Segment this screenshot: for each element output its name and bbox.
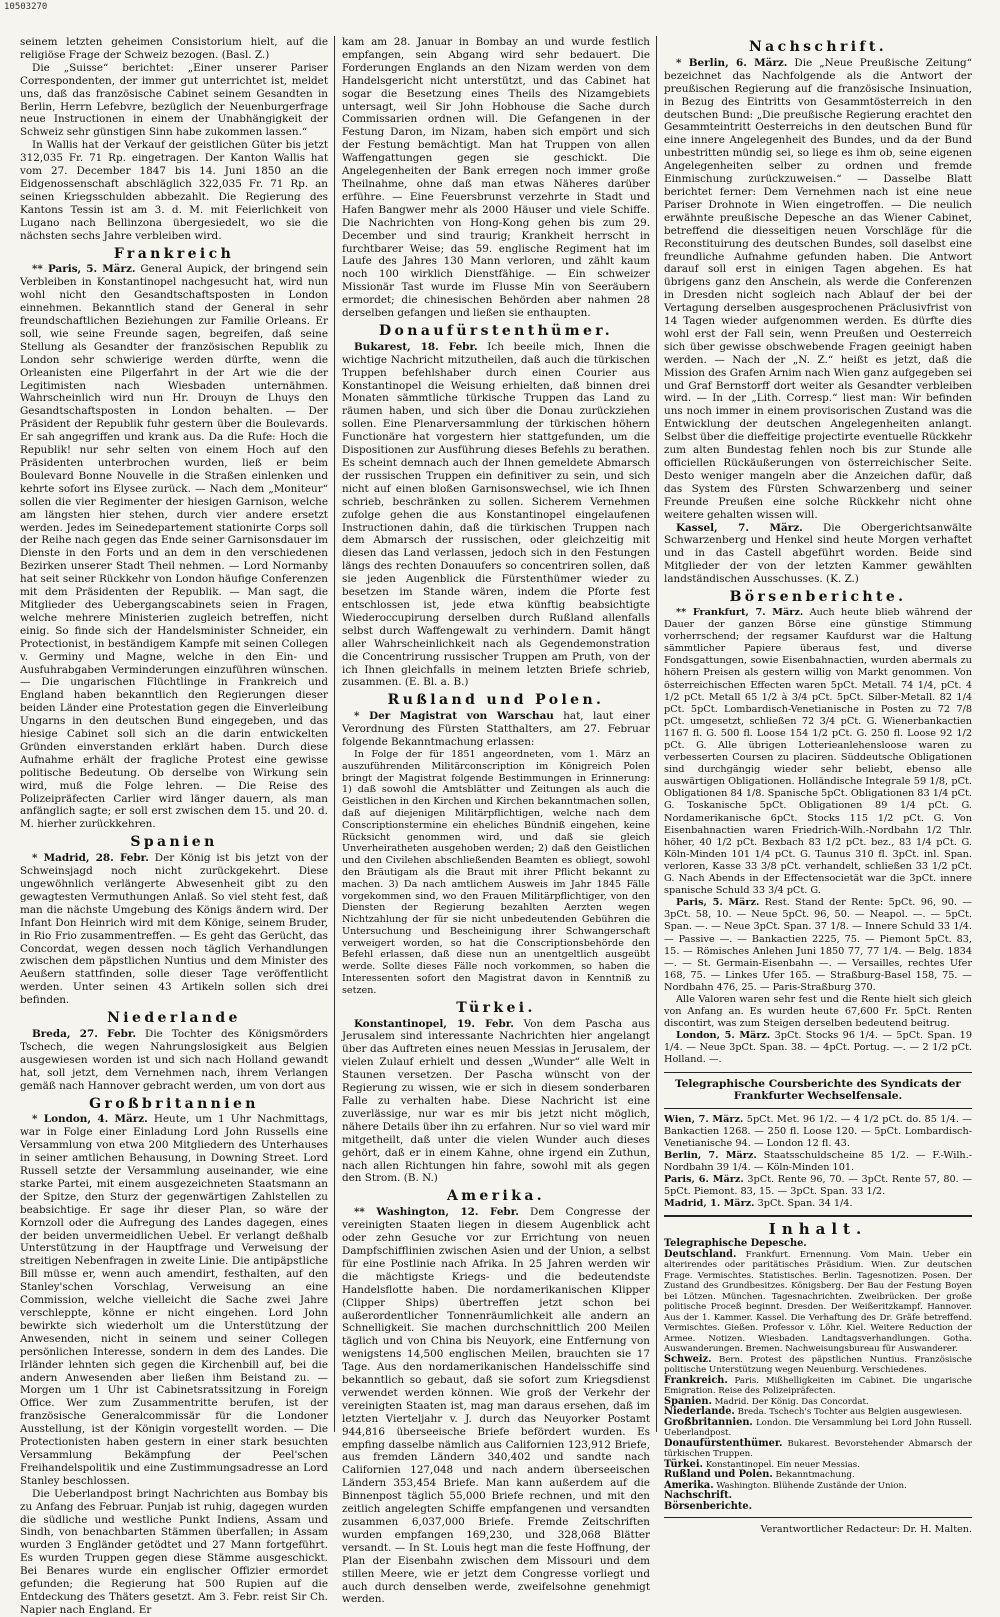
contents-text: Washington. Blühende Zustände der Union. <box>713 1480 907 1491</box>
contents-text: Bekanntmachung. <box>772 1470 855 1481</box>
article-text: Heute, um 1 Uhr Nachmittags, war in Folge einer Einladung Lord John Russells eine Versammlung von etwa 200 Mitgliedern des Unterhauses in seiner amtlichen Behausung, in Downing Street. Lord Russell setzte der Versammlung auseinander, wie eine starke Partei, mit einem ausgezeichneten Staatsmann an der Spitze, den Sturz der gegenwärtigen Zahlstellen zu beabsichtige. Er sage ihr dieser Plan, so wäre der Kornzoll oder die Aufregung des Landes dagegen, eines der beiden unvermeidlichen Uebel. Er verlangt deßhalb Unterstützung in der Hauptfrage und Verweisung der streitigen Nebenfragen in zweite Linie. Die antipäpstliche Bill müsse er, wenn auch amendirt, festhalten, auf den Stanley'schen Vorschlag, Verweisung an eine Commission, welche vielleicht die Sache zwei Jahre verschleppte, könne er nicht eingehen. Lord John bewirkte sich wiederholt um die Unterstützung der Anwesenden, nicht in seinem und seiner Collegen persönlichen Interesse, sondern in dem des Landes. Die Irländer lehnten sich gegen die Kirchenbill auf, bei die andern Anwesenden aber ließen ihm Beistand zu. — Morgen um 1 Uhr ist Cabinetsratssitzung in Foreign Office. Wer zum Zusammentritte berufen, ist der französische Generalcommissär für die Londoner Ausstellung, ist der Königin vorgestellt worden. — Die Protectionisten haben gestern in einer stark besuchten Versammlung Bekämpfung der Peel'schen Freihandelspolitik und eine Zustimmungsadresse an Lord Stanley beschlossen. <box>20 1113 328 1487</box>
contents-text: Breda. Tschech's Tochter aus Belgien ausgewiesen. <box>734 1407 963 1418</box>
article-text: Von dem Pascha aus Jerusalem sind interessante Nachrichten hier angelangt über das Auftreten eines neuen Messias in Jerusalem, der vielen Zulauf erhielt und dessen „Wunder“ alle Welt in Staunen versetzen. Der Pascha wünscht von der Regierung zu wissen, wie er sich in diesem sonderbaren Falle zu verhalten habe. Diese Nachricht ist eine zuverlässige, nur war es mir bis jetzt nicht möglich, nähere Details über ihn zu erfahren. Nur so viel ward mir mitgetheilt, daß unter die vielen Wunder auch dieses gehört, daß er in einem Kahne, ohne irgend ein Zuthun, nach allen Richtungen hin fahre, sowohl mit als gegen den Strom. (B. N.) <box>342 1017 650 1185</box>
article-text: 3pCt. Stocks 96 1/4. — 5pCt. Span. 19 1/4. — Neue 3pCt. Span. 38. — 4pCt. Portug. —. — 2 1/2 pCt. Holland. —. <box>664 1030 972 1066</box>
article-washington <box>342 1206 650 1606</box>
contents-text: London. Die Versammlung bei Lord John Russell. Ueberlandpost. <box>664 1417 972 1439</box>
article-warschau <box>342 710 650 749</box>
dateline: * Berlin, 6. März. <box>676 56 788 69</box>
contents-list <box>664 1239 972 1512</box>
article-text: Die Tochter des Königsmörders Tschech, die wegen Nahrungslosigkeit aus Belgien ausgewiesen worden ist und sich nach Holland gewandt hat, soll jetzt, dem Vernehmen nach, ihrem Verlangen gemäß nach Hannover gebracht werden, um von dort aus <box>20 1027 328 1092</box>
course-madrid <box>664 1198 972 1210</box>
contents-section: Amerika. <box>664 1479 714 1491</box>
article-frankfurt-boerse <box>664 607 972 897</box>
column-2 <box>342 36 650 1606</box>
article-berlin <box>664 57 972 522</box>
contents-section: Türkei. <box>664 1458 703 1470</box>
article-text: hat, laut einer Verordnung des Fürsten Statthalters, am 27. Februar folgende Bekanntmachung erlassen: <box>342 710 650 749</box>
section-heading-frankreich: Frankreich <box>113 245 235 262</box>
paragraph: In Folge der für 1851 angeordneten, vom 1. März an auszuführenden Militärconscription im Königreich Polen bringt der Magistrat folgende Bestimmungen in Erinnerung: 1) daß sowohl die Amtsblätter und Zeitungen als auch die Geistlichen in den Kirchen und Kirchen bekanntmachen sollen, daß auf diejenigen Militärpflichtigen, welche nach dem Conscriptionstermine ein eheliches Bündniß eingehen, keine Rücksicht genommen wird, und daß sie gleich Unverheiratheten ausgehoben werden; 2) daß den Geistlichen und den Civilehen abschließenden Beamten es obliegt, sowohl den Bräutigam als die Braut mit ihrer Pflicht bekannt zu machen. 3) Da nach amtlichem Ausweis im Jahr 1845 Fälle vorgekommen sind, wo den Frauen Militärpflichtiger, von den Diensten der Regierung bezahlten Aerzten wegen Nichtzahlung der für sie nicht unbedeutenden Gebühren die Untersuchung und Bescheinigung ihrer Schwangerschaft verweigert worden, so hat die Conscriptionsbehörde den Befehl erlassen, daß diese nun an unentgeltlich ausgeübt werde. Sollte dieses Fälle noch vorkommen, so haben die Interessenten sofort den Magistrat davon in Kenntniß zu setzen. <box>342 748 650 996</box>
course-wien <box>664 1114 972 1150</box>
divider <box>664 1072 972 1073</box>
contents-entry <box>664 1250 972 1355</box>
section-heading-grossbritannien: Großbritannien <box>89 1095 259 1112</box>
contents-text: Konstantinopel. Ein neuer Messias. <box>702 1459 860 1470</box>
contents-section: Börsenberichte. <box>664 1500 753 1512</box>
contents-section: Donaufürstenthümer. <box>664 1437 783 1449</box>
contents-section: Nachschrift. <box>664 1490 733 1502</box>
dateline: ** Frankfurt, 7. März. <box>676 606 804 618</box>
dateline: Madrid, 1. März. <box>664 1198 755 1210</box>
contents-text: Bern. Protest des päpstlichen Nuntius. Französische politische Unterstützung wegen Neuenburg. Verschiedenes. <box>664 1354 972 1376</box>
contents-section: Schweiz. <box>664 1353 712 1365</box>
dateline: Konstantinopel, 19. Febr. <box>354 1017 514 1030</box>
article-text: General Aupick, der bringend sein Verbleiben in Konstantinopel nachgesucht hat, wird nun wohl nicht den Gesandtschaftsposten in London einnehmen. Bekanntlich stand der General in sehr freundschaftlichen Beziehungen zur Familie Orleans. Er soll, wie seine Freunde sagen, begreifen, daß seine Stellung als Gesandter der französischen Republik zu London sehr schwierige werden dürfte, wenn die Orleanisten eine Pilgerfahrt in der Art wie die der Legitimisten nach Wiesbaden unternähmen. Wahrscheinlich wird nun Hr. Drouyn de Lhuys den Gesandtschaftsposten in London behalten. — Der Präsident der Republik fuhr gestern über die Boulevards. Er sah angegriffen und krank aus. Da die Rufe: Hoch die Republik! nur sehr selten von einem Hoch auf den Präsidenten unterbrochen wurden, ließ er beim Boulevard Bonne Nouvelle in die Straßen einlenken und kehrte sofort ins Elysee zurück. — Nach dem „Moniteur“ sollen die vier Regimenter der hiesigen Garnison, welche am längsten hier stehen, durch vier andere ersetzt werden. Jedes im Seinedepartement stationirte Corps soll der Reihe nach gegen das Ende seiner Garnisonsdauer im Dienste in den Forts und an dem in den verschiedenen Bezirken unserer Stadt Theil nehmen. — Lord Normanby hat seit seiner Rückkehr von London häufige Conferenzen mit dem Präsidenten der Republik. — Man sagt, die Mitglieder des Uebergangscabinets seien in Fragen, welche mehrere Ministerien zugleich betreffen, nicht einig. So finde sich der Handelsminister Schneider, ein Protectionist, in beständigem Kampfe mit seinen Collegen v. Germiny und Magne, welche in den Ein- und Ausfuhrabgaben Verminderungen einzuführen wünschen. — Die ungarischen Flüchtlinge in Frankreich und England haben bekanntlich den Regierungen dieser beiden Länder eine Protestation gegen die Einverleibung Ungarns in den deutschen Bund eingegeben, und das hiesige Cabinet soll sich an die darin entwickelten Gründen einverstanden erklärt haben. Durch diese Aufnahme erhält der fragliche Protest eine gewisse politische Bedeutung. Ob derselbe von Wirkung sein wird, muß die Folge lehren. — Die Reise des Polizeipräfecten Carlier wird länger dauern, als man anfänglich sagte; er soll erst zwischen dem 15. und 20. d. M. hierher zurückkehren. <box>20 263 328 831</box>
article-breda <box>20 1028 328 1093</box>
section-heading-amerika: Amerika. <box>446 1188 546 1205</box>
section-heading-russland-polen: Rußland und Polen. <box>387 692 605 709</box>
divider <box>664 1108 972 1109</box>
dateline: Breda, 27. Febr. <box>32 1027 136 1040</box>
page-id: 10503270 <box>4 2 48 12</box>
contents-section: Rußland und Polen. <box>664 1469 773 1481</box>
dateline: Wien, 7. März. <box>664 1113 744 1125</box>
article-konstantinopel <box>342 1018 650 1186</box>
paragraph: seinem letzten geheimen Consistorium hielt, auf die religiöse Frage der Schweiz bezogen. (Basl. Z.) <box>20 36 328 61</box>
contents-text: Paris. Mißhelligkeiten im Cabinet. Die ungarische Emigration. Reise des Polizeipräfecten. <box>664 1375 972 1397</box>
telegraph-courses-title: Telegraphische Coursberichte des Syndicats der Frankfurter Wechselfensale. <box>674 1077 961 1103</box>
course-text: 5pCt. Met. 96 1/2. — 4 1/2 pCt. do. 85 1/4. — Bankactien 1268. — 250 fl. Loose 120. — 5pCt. Lombardisch-Venetianische 94. — London 12 fl. 43. <box>664 1113 972 1149</box>
article-madrid <box>20 852 328 1007</box>
article-london-boerse <box>664 1030 972 1066</box>
paragraph: Alle Valoren waren sehr fest und die Rente hielt sich gleich von Anfang an. Es wurden heute 67,600 Fr. 5pCt. Renten discontirt, was zum Steigen derselben bedeutend beitrug. <box>664 993 972 1030</box>
contents-entry <box>664 1355 972 1376</box>
dateline: * Madrid, 28. Febr. <box>32 852 149 865</box>
article-text: Der König ist bis jetzt von der Schweinsjagd noch nicht zurückgekehrt. Diese ungewöhnlich verlängerte Abwesenheit gibt zu den gewagtesten Vermuthungen Anlaß. So viel steht fest, daß man die nächste Umgebung des Königs ändern wird. Der Infant Don Heinrich wird mit dem Könige, seinem Bruder, in Rio Frio zusammentreffen. — Es geht das Gerücht, das Concordat, wegen dessen noch täglich Verhandlungen zwischen dem päpstlichen Nuntius und dem Minister des Aeußern stattfinden, solle dieser Tage veröffentlicht werden. Unter seinen 43 Artikeln sollen sich drei befinden. <box>20 852 328 1007</box>
article-paris-boerse <box>664 897 972 994</box>
contents-text: Bukarest. Bevorstehender Abmarsch der türkischen Truppen. <box>664 1438 972 1460</box>
dateline: Bukarest, 18. Febr. <box>354 340 478 353</box>
column-1 <box>20 36 328 1616</box>
contents-entry <box>664 1418 972 1439</box>
paragraph: kam am 28. Januar in Bombay an und wurde festlich empfangen, sein Abgang wird sehr bedauert. Die Forderungen Englands an den Nizam werden von dem Handelsgericht nicht unterstützt, und das Cabinet hat sogar die Besetzung eines Theils des Nizamgebiets untersagt, weil Sir John Hobhouse die Sache durch Commissarien ordnen will. Die Gefangenen in der Festung Daron, im Nizam, haben sich empört und sich der Festung bemächtigt. Man hat Truppen von allen Waffengattungen gegen sie geschickt. Die Angelegenheiten der Bank erregen noch immer große Theilnahme, ohne daß man etwas Näheres darüber erführe. — Eine Feuersbrunst verzehrte in Stadt und Hafen Bangwer mehr als 2000 Häuser und viele Schiffe. Die Nachrichten von Hong-Kong gehen bis zum 29. December und sind traurig; Krankheit herrscht in furchtbarer Weise; das 59. englische Regiment hat im Laufe des Jahres 130 Mann verloren, und zählt kaum noch 100 wirklich Dienstfähige. — Ein schweizer Missionär Tast wurde im Flusse Min von Seeräubern ermordet; die chinesischen Behörden aber nahmen 28 derselben gefangen und ließen sie enthaupten. <box>342 36 650 320</box>
article-kassel <box>664 522 972 587</box>
contents-section: Frankreich. <box>664 1374 728 1386</box>
dateline: Paris, 5. März. <box>676 897 760 909</box>
contents-section: Großbritannien. <box>664 1416 753 1428</box>
divider <box>664 1517 972 1518</box>
article-text: Ich beeile mich, Ihnen die wichtige Nachricht mitzutheilen, daß auch die türkischen Truppen befehlshaber durch einen Courier aus Konstantinopel die Weisung erhielten, daß binnen drei Monaten sämmtliche türkische Truppen das Land zu räumen haben, und sich über die Donau zurückziehen sollen. Eine Plenarversammlung der türkischen höhern Functionäre hat vorgestern hier stattgefunden, um die Dispositionen zur Ausführung dieses Befehls zu berathen. Es scheint demnach auch der Ihnen gemeldete Abmarsch der russischen Truppen ein definitiver zu sein, und sich nicht auf einen bloßen Garnisonswechsel, wie ich Ihnen schrieb, beschränken zu sollen. Sicherem Vernehmen zufolge gehen die aus Konstantinopel eingelaufenen Instructionen dahin, daß die türkischen Truppen nach dem Abmarsch der russischen, oder gleichzeitig mit diesen das Land verlassen, jedoch sich in den Festungen längs des rechten Donauufers so concentriren sollen, daß sie jeden Augenblick die Fürstenthümer wieder zu besetzen im Stande wären, indem die Pforte fest entschlossen ist, jede etwa künftig beabsichtigte Wiederoccupirung derselben durch Rußland allenfalls selbst durch Waffengewalt zu verhindern. Damit hängt aller Wahrscheinlichkeit nach als Gegendemonstration die Concentrirung russischer Truppen am Pruth, von der ich Ihnen gleichfalls in meinem letzten Briefe schrieb, zusammen. (E. Bl. a. B.) <box>342 340 650 689</box>
article-london <box>20 1113 328 1487</box>
paragraph: In Wallis hat der Verkauf der geistlichen Güter bis jetzt 312,035 Fr. 71 Rp. eingetragen. Der Kanton Wallis hat vom 27. December 1847 bis 14. Juni 1850 an die Eidgenossenschaft abschläglich 322,035 Fr. 71 Rp. an seinen Kriegsschulden abbezahlt. Die Regierung des Kantons Tessin ist am 3. d. M. mit Feierlichkeit von Lugano nach Bellinzona übergesiedelt, wo sie die nächsten sechs Jahre verbleiben wird. <box>20 139 328 242</box>
dateline: ** Washington, 12. Febr. <box>354 1206 519 1219</box>
dateline: ** Paris, 5. März. <box>32 263 136 276</box>
course-text: 3pCt. Rente 96, 70. — 3pCt. Rente 57, 80. — 5pCt. Piemont. 83, 15. — 3pCt. Span. 33 1/2. <box>664 1174 973 1198</box>
article-text: Die Obergerichtsanwälte Schwarzenberg und Henkel sind heute Morgen verhaftet und in das Castell abgeführt worden. Beide sind Mitglieder der von der letzten Kammer gewählten landständischen Ausschusses. (K. Z.) <box>664 521 972 586</box>
dateline: Kassel, 7. März. <box>676 521 803 534</box>
course-paris <box>664 1174 972 1198</box>
paragraph: Die „Suisse“ berichtet: „Einer unserer Pariser Correspondenten, der immer gut unterrichtet ist, meldet uns, daß das französische Cabinet seinem Gesandten in Berlin, Herrn Lefebvre, bezüglich der Neuenburgerfrage neue Instructionen in einem der Unabhängigkeit der Schweiz sehr günstigen Sinn habe zukommen lassen.“ <box>20 61 328 139</box>
contents-section: Deutschland. <box>664 1248 737 1260</box>
dateline: * London, 4. März. <box>32 1113 148 1126</box>
dateline: Paris, 6. März. <box>664 1174 744 1185</box>
paragraph: Die Ueberlandpost bringt Nachrichten aus Bombay bis zu Anfang des Februar. Punjab ist ruhig, dagegen wurden die südliche und westliche Punkt Indiens, Assam und Sindh, von benachbarten Stämmen überfallen; in Assam wurden 3 Engländer getödtet und 27 Mann fortgeführt. Es wurden Truppen gegen diese Stämme ausgeschickt. Bei Benares wurde ein englischer Offizier ermordet gefunden; die Regierung hat 500 Rupien auf die Entdeckung des Thäters gesetzt. Am 3. Febr. reist Sir Ch. Napier nach England. Er <box>20 1487 328 1616</box>
section-heading-nachschrift: Nachschrift. <box>748 39 887 55</box>
article-text: Dem Congresse der vereinigten Staaten liegen in diesem Augenblick acht oder zehn Gesuche vor zur Errichtung von neuen Dampfschifflinien zwischen Asien und der Union, a selbst für eine Postlinie nach Afrika. In 25 Jahren werden wir die mächtigste Kriegs- und die bedeutendste Handelsflotte haben. Die nordamerikanischen Klipper (Clipper Ships) übertreffen jetzt schon bei außerordentlicher Tonnenräumlichkeit alle andern an Schnelligkeit. Sie machen durchschnittlich 200 Meilen täglich und von China bis Neuyork, eine Entfernung von wenigstens 14,500 englischen Meilen, brauchten sie 17 Tage. Aus den nordamerikanischen Handelsschiffe sind bekanntlich so gebaut, daß sie sofort zum Kriegsdienst verwendet werden können. Wie groß der Verkehr der vereinigten Staaten ist, mag man daraus ersehen, daß im letzten Vierteljahr v. J. durch das Neuyorker Postamt 944,816 überseeische Briefe befördert wurden. Es empfing dasselbe nämlich aus Californien 123,912 Briefe, aus fremden Ländern 340,402 und sandte nach Californien 127,048 und nach andern überseeischen Ländern 353,454 Briefe. Man kann außerdem auf die Binnenpost täglich 55,000 Briefe rechnen, und mit den zeitlich angelegten Schiffe empfangenen und versandten zusammen 6,037,000 Briefe. Fremde Zeitschriften wurden empfangen 169,230, und 328,068 Blätter versandt. — In St. Louis hegt man die feste Hoffnung, der Plan der Eisenbahn zwischen dem Missouri und dem stillen Meere, wie er jetzt dem Congresse vorliegt und auch durch denselben werde, zweifelsohne genehmigt werden. <box>342 1206 650 1606</box>
section-heading-spanien: Spanien <box>130 834 218 851</box>
article-bukarest <box>342 341 650 689</box>
contents-section: Spanien. <box>664 1395 712 1407</box>
course-text: 3pCt. Span. 34 1/4. <box>754 1198 853 1210</box>
dateline: London, 5. März. <box>676 1030 771 1042</box>
section-heading-boersenberichte: Börsenberichte. <box>729 589 907 606</box>
article-paris <box>20 263 328 831</box>
section-heading-donaufuerstenthuemer: Donaufürstenthümer. <box>378 322 614 339</box>
contents-entry <box>664 1502 972 1513</box>
section-heading-niederlande: Niederlande <box>107 1010 241 1027</box>
contents-text: Madrid. Der König. Das Concordat. <box>711 1396 869 1407</box>
article-text: Auch heute blieb während der Dauer der ganzen Börse eine günstige Stimmung vorherrschend; der regsamer Kaufdurst war die Haltung sämmtlicher Papiere überaus fest, und diverse Fondsgattungen, sowie Eisenbahnactien, wurden abermals zu höhern Preisen als gestern willig von Markt genommen. Von österreichischen Effecten waren 5pCt. Metall. 74 1/4, pCt. 4 1/2 pCt. Metall 65 1/2 à 3/4 pCt. 5pCt. Silber-Metall. 82 1/4 pCt. 5pCt. Lombardisch-Venetianische in Posten zu 72 7/8 pCt. umgesetzt, schließen 72 3/4 pCt. G. Wienerbankactien 1167 fl. G. 500 fl. Loose 154 1/2 pCt. G. 250 fl. Loose 92 1/2 pCt. G. Alle übrigen Lotterieanlehensloose waren zu verbesserten Coursen zu placiren. Süddeutsche Obligationen sind durchgängig wieder sehr beliebt, ebenso alle auswärtigen Obligationen. Holländische Integrale 59 1/8, pCt. Obligationen 84 1/8. Spanische 5pCt. Obligationen 83 1/4 pCt. G. Toskanische 5pCt. Obligationen 89 1/4 pCt. G. Nordamerikanische 6pCt. Stocks 115 1/2 pCt. G. Von Eisenbahnactien waren Friedrich-Wilh.-Nordbahn 1/2 Thlr. höher, 40 1/2 pCt. Bexbach 83 1/2 pCt. bez., 83 1/4 pCt. G. Köln-Minden 101 1/4 pCt. G. Taunus 310 fl. 3pCt. inl. Span. verloren, Kasse 33 3/8 pCt. verhandelt, schließen 33 1/2 pCt. G. Nach Abends in der Effectensocietät war die 3pCt. innere spanische Schuld 33 3/4 pCt. G. <box>664 606 972 897</box>
column-rule <box>656 36 657 1432</box>
section-heading-tuerkei: Türkei. <box>456 999 536 1016</box>
course-text: Staatsschuldscheine 85 1/2. — F.-Wilh.-Nordbahn 39 1/4. — Köln-Minden 101. <box>664 1149 973 1173</box>
course-berlin <box>664 1150 972 1174</box>
article-text: Die „Neue Preußische Zeitung“ bezeichnet das Nachfolgende als die Antwort der preußischen Regierung auf die französische Insinuation, in Bezug des Eintritts von Gesammtösterreich in den deutschen Bund: „Die preußische Regierung erachtet den Gesammteintritt Oesterreichs in den deutschen Bund für eine innere Angelegenheit des Bundes, und da der Bund unbestritten mündig sei, so liege es ihm ob, seine eigenen Angelegenheiten selber zu ordnen und fremde Einmischung zurückzuweisen.“ — Dasselbe Blatt berichtet ferner: Dem Vernehmen nach ist eine neue Pariser Drohnote in Wien eingetroffen. — Die neulich erwähnte preußische Depesche an das Wiener Cabinet, betreffend die diesseitigen neuen Vorschläge für die Reconstituirung des deutschen Bundes, soll daselbst eine freundliche Aufnahme gefunden haben. Die Antwort darauf soll erst in einigen Tagen abgehen. Es hat übrigens ganz den Anschein, als werde die Conferenzen in Dresden nicht sogleich nach Ablauf der bei der Vertagung derselben ausgesprochenen Präclusivfrist von 14 Tagen wieder aufgenommen werden. Es dürfte dies wohl erst der Fall sein, wenn Preußen und Oesterreich sich über gewisse obschwebende Fragen geeinigt haben werden. — Nach der „N. Z.“ heißt es jetzt, daß die Mission des Grafen Arnim nach Wien ganz aufgegeben sei und Graf Bernstorff dort weiter als Gesandter verbleiben wird. — In der „Lith. Corresp.“ liest man: Wir befinden uns noch immer in einem provisorischen Zustand was die Entwicklung der deutschen Angelegenheiten anlangt. Selbst über die dieffeitige projectirte eventuelle Rückkehr zum alten Bundestag fehlen noch bis zur Stunde alle officiellen Rückäußerungen von österreichischer Seite. Desto weniger mangeln aber die Anzeichen dafür, daß das System des Fürsten Schwarzenberg und seiner Freunde Preußen eine solche Rückkehr nicht ohne weitere gehalten wissen will. <box>664 56 972 521</box>
contents-section: Niederlande. <box>664 1406 735 1418</box>
column-rule <box>334 36 335 1432</box>
contents-section: Telegraphische Depesche. <box>664 1238 807 1250</box>
contents-heading: Inhalt. <box>768 1220 868 1239</box>
dateline: Berlin, 7. März. <box>664 1149 757 1161</box>
responsible-editor: Verantwortlicher Redacteur: Dr. H. Malten. <box>760 1524 972 1536</box>
contents-text: Frankfurt. Ernennung. Vom Main. Ueber ein alterirendes oder paritätisches Präsidium. Wien. Zur deutschen Frage. Vermischtes. Statistisches. Berlin. Tagesnotizen. Posen. Der Zustand des Grundbesitzes. Königsberg. Der Bau der Festung Boyen bei Lötzen. München. Tagesnachrichten. Zweibrücken. Der große politische Proceß beginnt. Dresden. Der Weißeritzkampf. Hannover. Aus der 1. Kammer. Kassel. Die Verhaftung des Dr. Gräfe betreffend. Vermischtes. Gießen. Professor v. Löhr. Kiel. Weitere Reduction der Armee. Notizen. Wiesbaden. Landtagsverhandlungen. Gotha. Auswanderungen. Bremen. Nachweisungsbureau für Auswanderer. <box>664 1249 972 1355</box>
dateline: * Der Magistrat von Warschau <box>354 710 554 723</box>
contents-entry <box>664 1439 972 1460</box>
contents-entry <box>664 1376 972 1397</box>
article-text: Rest. Stand der Rente: 5pCt. 96, 90. — 3pCt. 58, 10. — Neue 5pCt. 96, 50. — Neapol. —. — 5pCt. Span. —. — Neue 3pCt. Span. 37 1/8. — Innere Schuld 33 1/4. — Passive —. — Bankactien 2225, 75. — Piemont 5pCt. 83, 15. — Römisches Anlehen Juni 1850 77, 77 1/4. — Belg. 1834 —. — St. Germain-Eisenbahn —. — Versailles, rechtes Ufer 168, 75. — Linkes Ufer 165. — Straßburg-Basel 158, 75. — Nordbahn 476, 25. — Paris-Straßburg 370. <box>664 897 973 993</box>
column-3 <box>664 36 973 1536</box>
divider <box>664 1215 972 1217</box>
